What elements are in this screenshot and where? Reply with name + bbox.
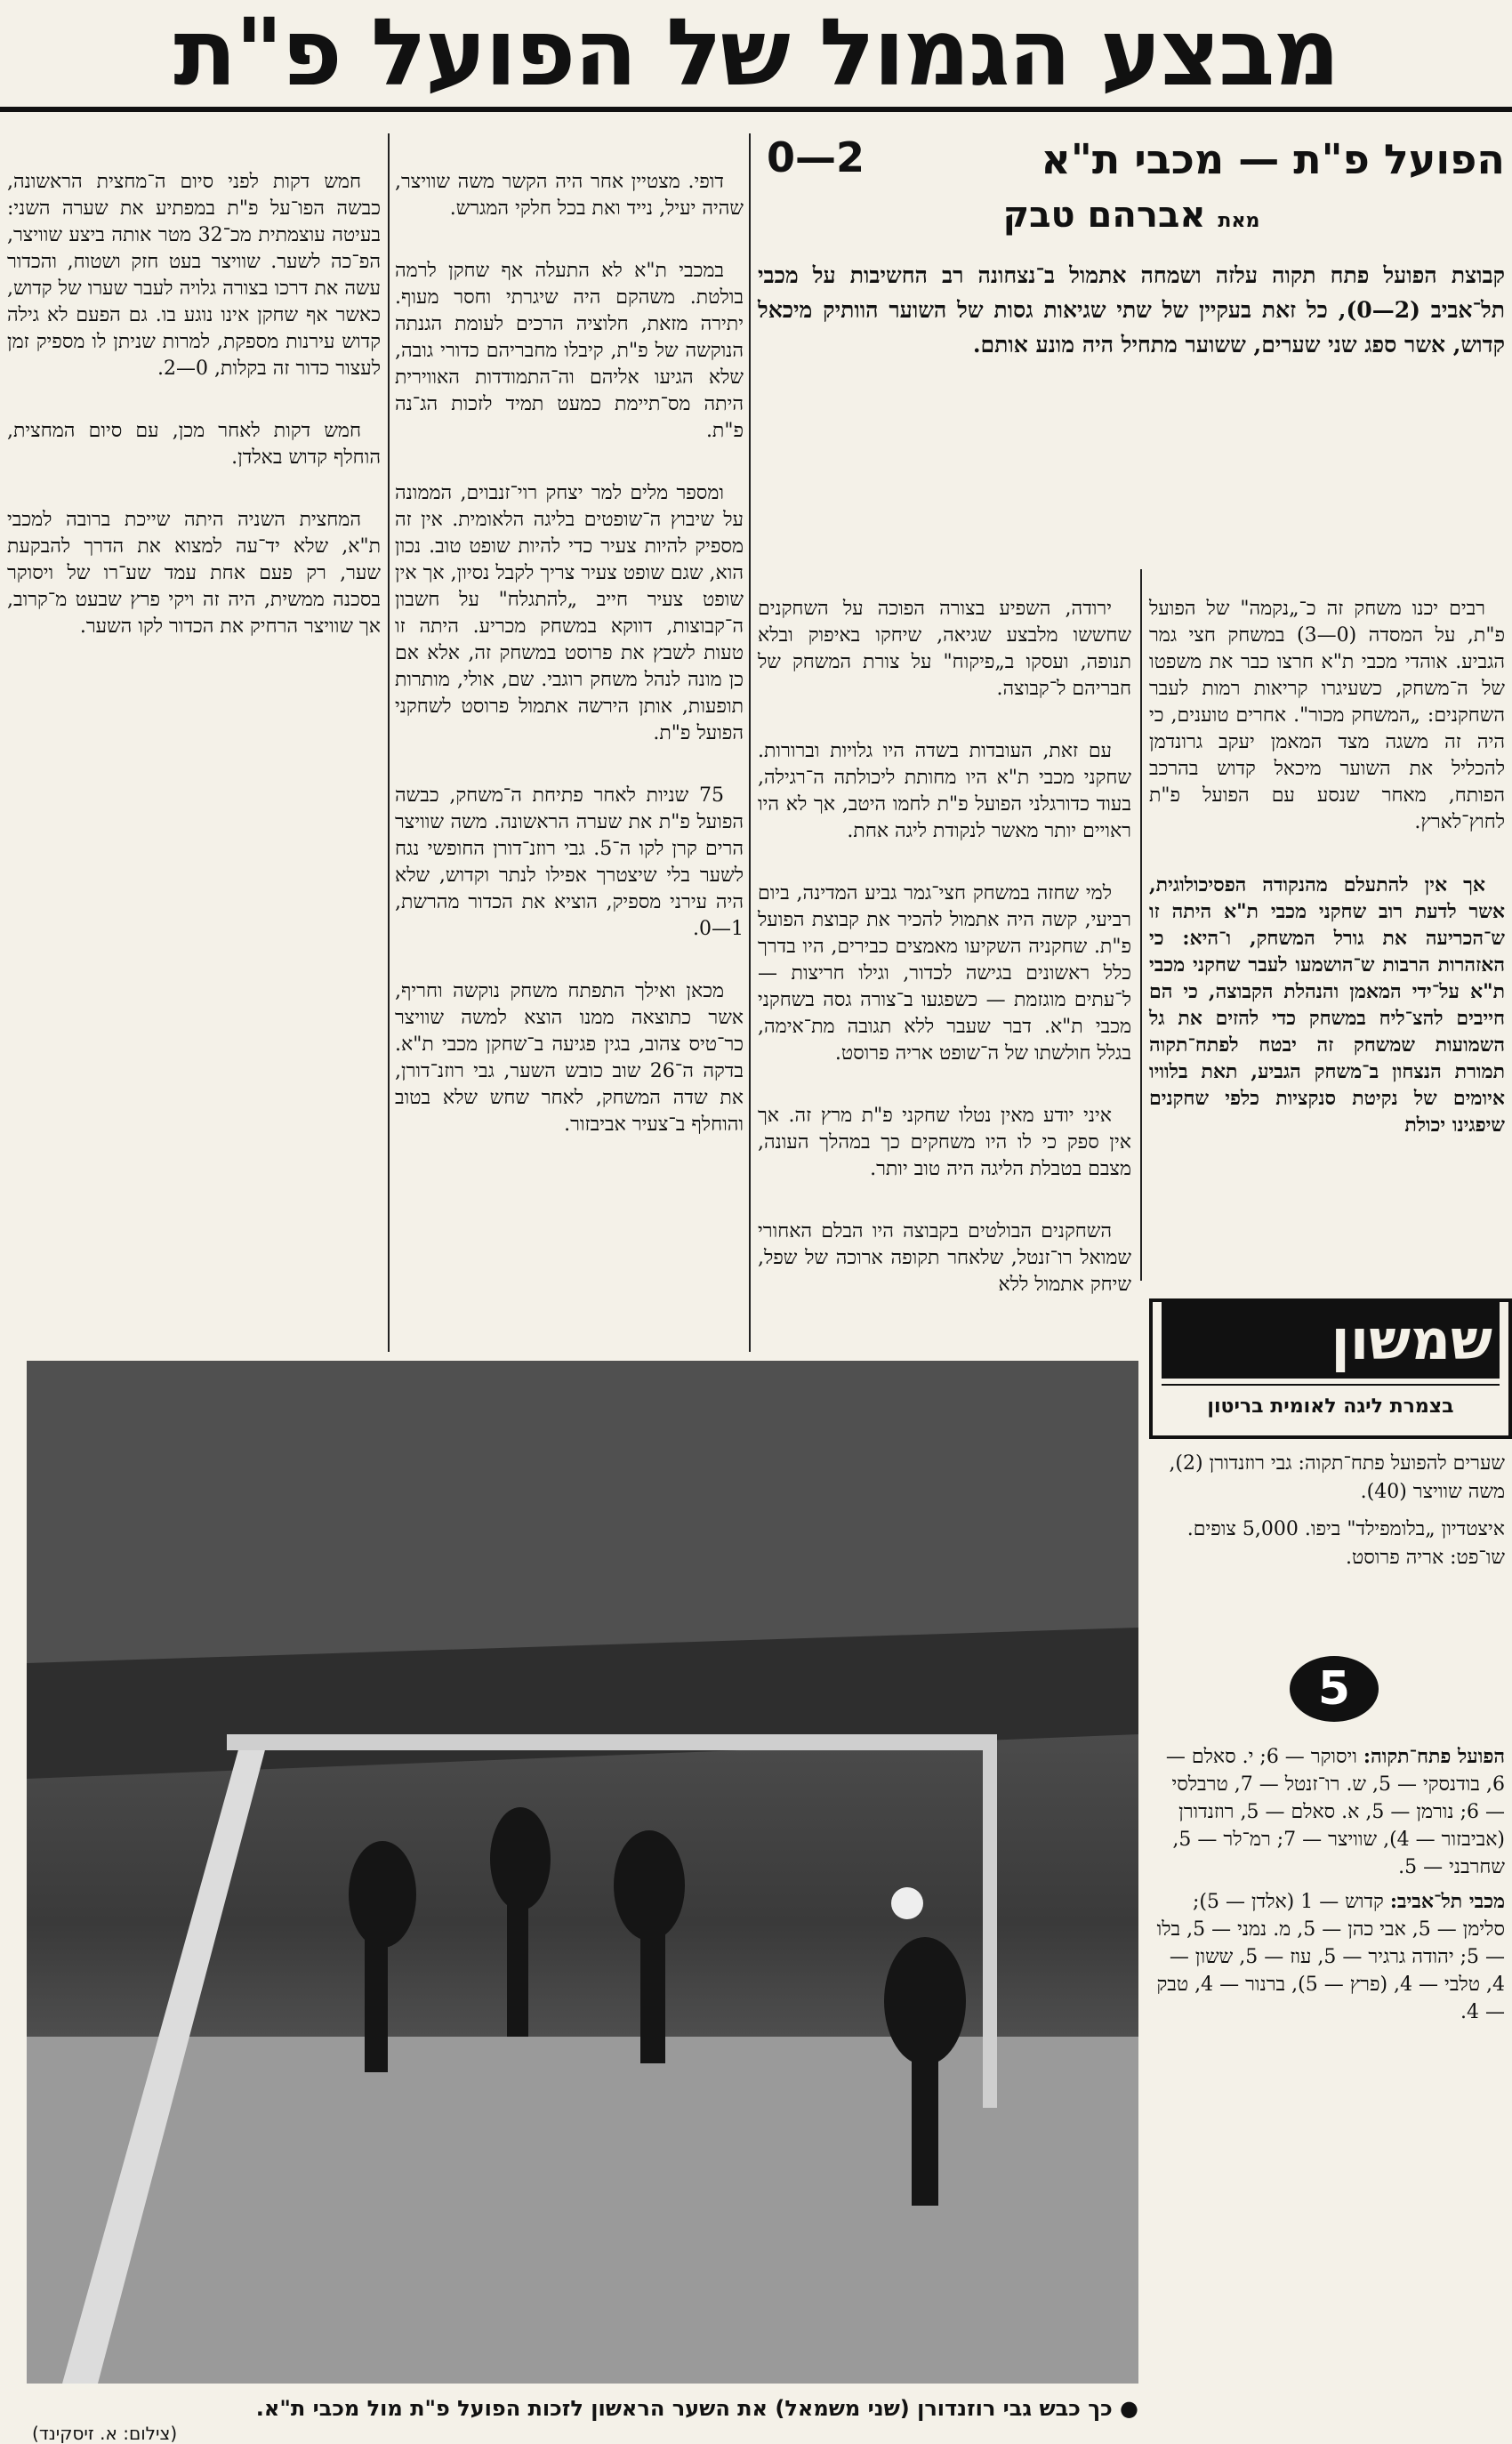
byline-prefix: מאת xyxy=(1218,210,1260,232)
paragraph: עם זאת, העובדות בשדה היו גלויות וברורות. שחקני מכבי ת"א היו מחותת ליכולתה ה־רגילה, בעוד כדורגלני הפועל פ"ת לחמו היטב, אך לא היו ראויים יותר מאשר לנקודת ליגה אחת. xyxy=(758,740,1131,842)
shimshon-sidebar-header xyxy=(1149,1298,1512,1439)
article-column-4 xyxy=(7,142,381,676)
team-players: קדוש — 1 (אלדן — 5); סלימן — 5, אבי כהן — 5, מ. נמני — 5, בלו — 5; יהודה גרגיר — 5, עוז — 5, ששון — 4, טלבי — 4, (פרץ — 5), ברנור — 4, טבק — 4. xyxy=(1156,1891,1505,2023)
team-name: הפועל פתח־תקוה: xyxy=(1363,1745,1505,1768)
venue-info: איצטדיון „בלומפילד" ביפו. 5,000 צופים. שו־פט: אריה פרוסט. xyxy=(1186,1518,1505,1569)
team-lineups xyxy=(1149,1743,1505,2033)
bullet-icon: ● xyxy=(1120,2396,1138,2421)
goals-info: שערים להפועל פתח־תקוה: גבי רוזנדורן (2), משה שוויצר (40). xyxy=(1169,1452,1505,1503)
lineup-team-2 xyxy=(1149,1888,1505,2026)
match-photo-illustration xyxy=(27,1361,1138,2384)
paragraph: אך אין להתעלם מהנקודה הפסיכולוגית, אשר לדעת רוב שחקני מכבי ת"א היתה זו ש־הכריעה את גורל המשחק, ו־היא: כי האזהרות הרבות ש־הושמעו לעבר שחקני מכבי ת"א על־ידי המאמן והנהלת הקבוצה, כי הם חייבים להצ־ליח במשחק כדי להזים את גל השמועות שמשחק זה יבטח לפתח־תקוה תמורת הנצחון ב־משחק הגביע, תאת בלוויו איומים של נקיטת סנקציות כלפי שחקנים שיפגינו יכולת xyxy=(1149,873,1505,1137)
headline: מבצע הגמול של הפועל פ"ת xyxy=(173,0,1339,107)
lead-paragraph: קבוצת הפועל פתח תקוה עלזה ושמחה אתמול ב־נצחונה רב החשיבות על מכבי תל־אביב (2—0), כל זאת בעקיין של שתי שגיאות גסות של השוער הוותיק מיכאל קדוש, אשר ספג שני שערים, ששוער מתחיל היה מונע אותם. xyxy=(758,262,1505,358)
column-divider xyxy=(388,133,390,1352)
sidebar-title: שמשון xyxy=(1162,1302,1500,1379)
paragraph: ומספר מלים למר יצחק רוי־זנבוים, הממונה על שיבוץ ה־שופטים בליגה הלאומית. אין זה מספיק להיות צעיר כדי להיות שופט טוב. נכון הוא, שגם שופט צעיר צריך לקבל נסיון, אך אין שופט צעיר חייב „להתגלח" על חשבון ה־קבוצות, דווקא במשחק מכריע. היתה זו טעות לשבץ את פרוסט במשחק זה, אלא אם כן מונה לנהל משחק רוגבי. שם, אולי, מותרות תופעות, אותן הירשה אתמול פרוסט לשחקני הפועל פ"ת. xyxy=(395,482,744,744)
article-column-1 xyxy=(1149,569,1505,1174)
match-photo xyxy=(27,1361,1138,2384)
lineup-team-1 xyxy=(1149,1743,1505,1881)
rating-badge: 5 xyxy=(1290,1656,1379,1722)
paragraph: איני יודע מאין נטלו שחקני פ"ת מרץ זה. אך אין ספק כי לו היו משחקים כך במהלך העונה, מצבם בטבלת הליגה היה טוב יותר. xyxy=(758,1105,1131,1180)
paragraph: רבים יכנו משחק זה כ־„נקמה" של הפועל פ"ת, על המסדה (0—3) במשחק חצי גמר הגביע. אוהדי מכבי ת"א חרצו כבר את משפטו של ה־משחק, כשעיגרו קריאות רמות לעבר השחקנים: „המשחק מכור". אחרים טוענים, כי היה זה משגה מצד המאמן יעקב גרונדמן להכליל את השוער מיכאל קדוש בהרכב הפותח, מאחר שנסע עם הפועל פ"ת לחוץ־לארץ. xyxy=(1149,598,1505,833)
header-rule xyxy=(0,107,1512,112)
article-title-block xyxy=(758,133,1505,246)
team-name: מכבי תל־אביב: xyxy=(1389,1890,1505,1913)
paragraph: ירודה, השפיע בצורה הפוכה על השחקנים שחששו מלבצע שגיאה, שיחקו באיפוק ובלא תנופה, ועסקו ב„פיקוח" על צורת המשחק של חבריהם ל־קבוצה. xyxy=(758,598,1131,700)
caption-text: כך כבש גבי רוזנדורן (שני משמאל) את השער הראשון לזכות הפועל פ"ת מול מכבי ת"א. xyxy=(255,2396,1113,2421)
paragraph: חמש דקות לאחר מכן, עם סיום המחצית, הוחלף קדוש באלדן. xyxy=(7,420,381,469)
byline xyxy=(758,190,1505,246)
photo-credit: (צילום: א. זיסקינד) xyxy=(32,2423,178,2444)
paragraph: השחקנים הבולטים בקבוצה היו הבלם האחורי שמואל רו־זנטל, שלאחר תקופה ארוכה של שפל, שיחק אתמול ללא xyxy=(758,1220,1131,1296)
column-divider xyxy=(749,133,751,1352)
sidebar-subtitle: בצמרת ליגה לאומית בריטון xyxy=(1162,1384,1500,1428)
paragraph: המחצית השניה היתה שייכת ברובה למכבי ת"א, שלא יד־עה למצוא את הדרך להבקעת שער, רק פעם אחת עמד שע־רו של ויסוקר בסכנה ממשית, היה זה ויקי פרץ שבעט מ־קרוב, אך שוויצר הרחיק את הכדור לקו השער. xyxy=(7,509,381,638)
paragraph: דופי. מצטיין אחר היה הקשר משה שוויצר, שהיה יעיל, נייד ואת בכל חלקי המגרש. xyxy=(395,171,744,220)
article-title: הפועל פ"ת — מכבי ת"א xyxy=(1041,135,1505,183)
match-score: 2—0 xyxy=(767,133,865,181)
paragraph: 75 שניות לאחר פתיחת ה־משחק, כבשה הפועל פ"ת את שערה הראשונה. משה שוויצר הרים קרן לקו ה־5. גבי רוזנ־דורן החופשי נגח לשער בלי שיצטרך אפילו לנתר וקדוש, שלא היה עירני מספיק, הוציא את הכדור מהרשת, 1—0. xyxy=(395,784,744,940)
photo-caption xyxy=(27,2394,1138,2423)
paragraph: מכאן ואילך התפתח משחק נוקשה וחריף, אשר כתוצאה ממנו הוצא למשה שוויצר כר־טיס צהוב, בגין פגיעה ב־שחקן מכבי ת"א. בדקה ה־26 שוב כובש השער, גבי רוזנ־דורן, את שדה המשחק, לאחר שחש שלא בטוב והוחלף ב־צעיר אביבזור. xyxy=(395,980,744,1136)
team-players: ויסוקר — 6; י. סאלם — 6, בודנסקי — 5, ש. רו־זנטל — 7, טרבלסי — 6; נורמן — 5, א. סאלם — 5, רוזנדורן (אביבזור — 4), שוויצר — 7; רמ־לר — 5, שחרבני — 5. xyxy=(1165,1746,1505,1878)
article-column-2 xyxy=(758,569,1131,1334)
byline-name: אברהם טבק xyxy=(1002,195,1206,236)
article-column-3 xyxy=(395,142,744,1174)
paragraph: חמש דקות לפני סיום ה־מחצית הראשונה, כבשה הפו־על פ"ת במפתיע את שערה השני: בעיטה עוצמתית מכ־32 מטר אותה ביצע שוויצר, הפ־כה לשער. שוויצר בעט חזק ושטוח, והכדור עשה את דרכו בצורה גלויה לעבר שערו של קדוש, כאשר אף שחקן אינו נוגע בו. גם הפעם לא גילה קדוש עירנות מספקת, למרות שניתן לו מספיק זמן לעצור כדור זה בקלות, 0—2. xyxy=(7,171,382,380)
paragraph: במכבי ת"א לא התעלה אף שחקן לרמה בולטת. משהקם היה שיגרתי וחסר מעוף. יתירה מזאת, חלוציה הרכים לעומת הגנתה הנוקשה של פ"ת, קיבלו מחבריהם כדורי גובה, שלא הגיעו אליהם וה־התמודדות האווירית היתה מס־תיימת כמעט תמיד לזכות הג־נה פ"ת. xyxy=(395,260,744,442)
column-divider xyxy=(1140,569,1142,1281)
paragraph: למי שחזה במשחק חצי־גמר גביע המדינה, ביום רביעי, קשה היה אתמול להכיר את קבוצת הפועל פ"ת. שחקניה השקיעו מאמצים כבירים, היו בדרך כלל ראשונים בגישה לכדור, וגילו חריצות — ל־עתים מוגזמת — כשפגעו ב־צורה גסה בשחקני מכבי ת"א. דבר שעבר ללא תגובה מת־אימה, בגלל חולשתו של ה־שופט אריה פרוסט. xyxy=(758,882,1131,1065)
match-stats xyxy=(1149,1450,1505,1581)
